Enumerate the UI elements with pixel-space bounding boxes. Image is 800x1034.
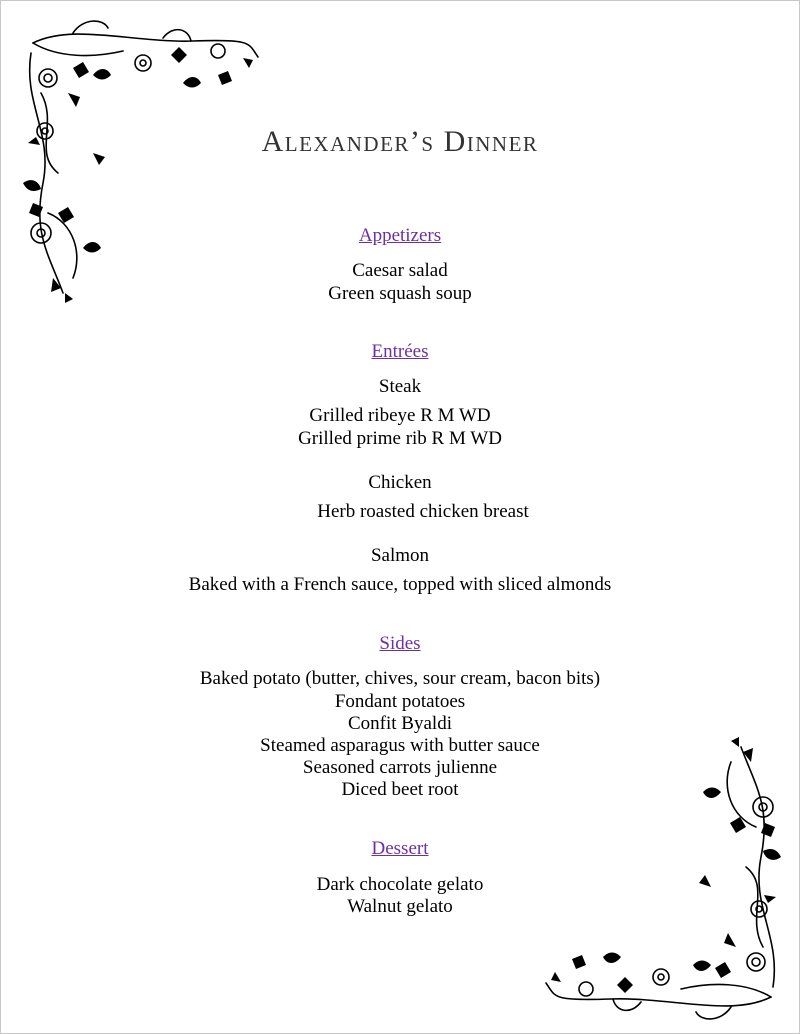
section-heading-appetizers: Appetizers [358, 225, 442, 246]
menu-item: Baked potato (butter, chives, sour cream, bacon bits) [199, 668, 601, 689]
menu-item: Steamed asparagus with butter sauce [260, 735, 540, 756]
menu-item: Herb roasted chicken breast [317, 501, 529, 522]
menu-item: Grilled prime rib R M WD [298, 428, 502, 449]
menu-item: Green squash soup [328, 283, 472, 304]
section-heading-entrees: Entrées [371, 341, 429, 362]
section-heading-sides: Sides [379, 633, 421, 654]
menu-item: Dark chocolate gelato [316, 874, 484, 895]
menu-item: Baked with a French sauce, topped with sliced almonds [188, 574, 612, 595]
section-heading-dessert: Dessert [371, 838, 429, 859]
menu-item: Confit Byaldi [348, 713, 452, 734]
menu-item: Seasoned carrots julienne [302, 757, 498, 778]
subsection-label-chicken: Chicken [368, 472, 432, 493]
subsection-label-salmon: Salmon [370, 545, 430, 566]
menu-item: Diced beet root [341, 779, 459, 800]
menu-item: Fondant potatoes [334, 691, 466, 712]
menu-item: Walnut gelato [347, 896, 453, 917]
menu-title: Alexander’s Dinner [261, 125, 539, 158]
menu-item: Grilled ribeye R M WD [309, 405, 491, 426]
subsection-label-steak: Steak [378, 376, 422, 397]
menu-item: Caesar salad [352, 260, 448, 281]
